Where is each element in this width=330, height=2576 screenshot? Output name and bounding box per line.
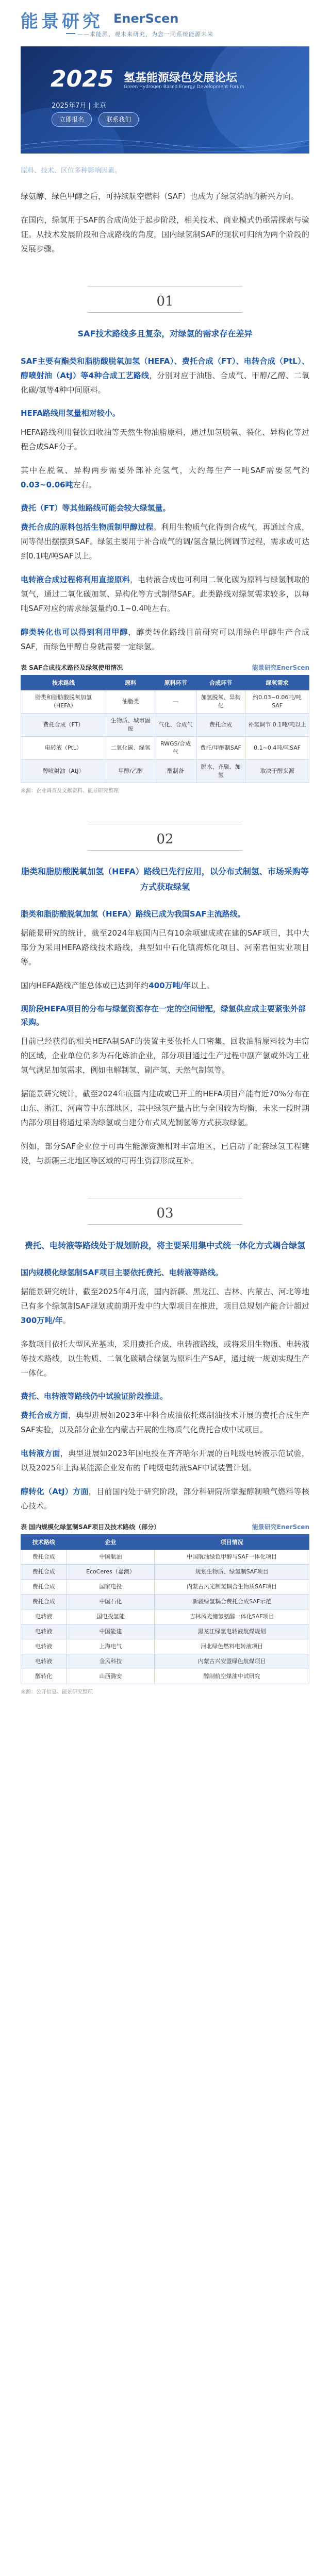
table-cell: 山西潞安 bbox=[67, 1669, 155, 1684]
logo-en: EnerScen bbox=[113, 11, 179, 26]
body-text: 。 bbox=[62, 1316, 71, 1325]
table-header bbox=[21, 1522, 309, 1531]
contact-button[interactable]: 联系我们 bbox=[98, 112, 139, 127]
table-cell: 生物质、城市固废 bbox=[106, 714, 155, 737]
table-cell: 电转液（PtL） bbox=[21, 737, 106, 760]
subheading: 费托、电转液等路线仍中试验证阶段推进。 bbox=[21, 1392, 168, 1401]
table-row bbox=[21, 1624, 309, 1639]
highlight-text: 费托合成方面 bbox=[21, 1411, 69, 1420]
intro-paragraph: 绿氨醇、绿色甲醇之后，可持续航空燃料（SAF）也成为了绿氢消纳的新兴方向。 bbox=[21, 192, 299, 201]
body-text: ，典型进展如2023年中科合成油依托煤制油技术开展的费托合成生产SAF实验，以及部分企业在内蒙古开展的生物质气化费托合成中试项目。 bbox=[21, 1411, 309, 1434]
section-number-text: 01 bbox=[156, 294, 174, 309]
table-cell: 中国航油绿色甲醇与SAF一体化项目 bbox=[155, 1550, 309, 1565]
table-row bbox=[21, 1609, 309, 1624]
table-header bbox=[21, 663, 309, 672]
table-cell: 内蒙古风光制氢耦合生物质SAF项目 bbox=[155, 1580, 309, 1595]
table-cell: 醇制航空煤油中试研究 bbox=[155, 1669, 309, 1684]
header-tagline: ——求能源，观未来研究，为您一同系统能源未来 bbox=[77, 31, 213, 38]
divider bbox=[88, 1224, 242, 1225]
paragraph bbox=[21, 1284, 309, 1328]
table-cell: 二氧化碳、绿氢 bbox=[106, 737, 155, 760]
table-cell: 醇制备 bbox=[155, 760, 196, 783]
table-cell: EcoCeres（嘉澳） bbox=[67, 1565, 155, 1580]
table-cell: 中国能建 bbox=[67, 1624, 155, 1639]
table-row bbox=[21, 1550, 309, 1565]
highlight-number: 400万吨/年 bbox=[148, 981, 191, 990]
table-cell: 吉林风光储氢氨醇一体化SAF项目 bbox=[155, 1609, 309, 1624]
banner-year: 2025 bbox=[51, 66, 114, 92]
table-cell: 电转液 bbox=[21, 1639, 67, 1654]
table-title: 表 国内规模化绿氢制SAF项目及技术路线（部分） bbox=[21, 1523, 160, 1531]
table-brand: 能景研究EnerScen bbox=[252, 664, 309, 671]
header bbox=[0, 0, 330, 36]
body-text: 据能景研究统计，截至2025年4月底，国内新疆、黑龙江、吉林、内蒙古、河北等地已有多个绿氢制SAF规划或前期开发中的大型项目在推进，项目总规划产能合计超过 bbox=[21, 1287, 309, 1311]
paragraph bbox=[21, 463, 309, 492]
logo-divider bbox=[66, 33, 75, 34]
register-button[interactable]: 立即报名 bbox=[52, 112, 92, 127]
subheading: 费托（FT）等其他路线可能会较大绿氢量。 bbox=[21, 503, 171, 513]
paragraph bbox=[21, 1446, 309, 1475]
body-text: ，分别对应于油脂、合成气、甲醇/乙醇、二氧化碳/氢等4种中间原料。 bbox=[21, 371, 309, 395]
paragraph bbox=[21, 520, 309, 563]
section-number bbox=[0, 824, 330, 851]
intro-paragraph: 在国内，绿氢用于SAF的合成尚处于起步阶段，相关技术、商业模式仍亟需探索与验证。从技术发展阶段和合成路线的角度，国内绿氢制SAF的现状可归纳为两个阶段的发展步骤。 bbox=[21, 215, 309, 253]
paragraph bbox=[21, 572, 309, 616]
column-header: 绿氢需求 bbox=[245, 675, 309, 690]
table-row bbox=[21, 737, 309, 760]
body-text: 国内HEFA路线产能总体或已达到年约 bbox=[21, 981, 149, 990]
section-number bbox=[0, 1198, 330, 1225]
table-row bbox=[21, 1580, 309, 1595]
forum-banner[interactable] bbox=[21, 46, 309, 154]
table-cell: 电转液 bbox=[21, 1609, 67, 1624]
body-text: 左右。 bbox=[73, 480, 96, 489]
table-cell: 脂类和脂肪酸脱氧加氢（HEFA） bbox=[21, 690, 106, 714]
table-brand: 能景研究EnerScen bbox=[252, 1523, 309, 1531]
table-cell: 费托合成（FT） bbox=[21, 714, 106, 737]
paragraph bbox=[21, 354, 309, 397]
table-row bbox=[21, 690, 309, 714]
section-number-text: 03 bbox=[156, 1206, 174, 1221]
table-cell: 内蒙古兴安盟绿色航煤项目 bbox=[155, 1654, 309, 1669]
highlight-text: 费托合成的原料包括生物质制甲醇过程 bbox=[21, 522, 154, 532]
banner-buttons bbox=[52, 112, 268, 128]
highlight-number: 300万吨/年 bbox=[21, 1316, 63, 1325]
section-number-text: 02 bbox=[156, 832, 174, 847]
table-cell: 费托合成 bbox=[21, 1550, 67, 1565]
data-table bbox=[21, 675, 309, 783]
table-cell: 约0.03~0.06吨/吨SAF bbox=[245, 690, 309, 714]
table-cell: 费托合成 bbox=[21, 1580, 67, 1595]
body-text: 。利用生物质气化得到合成气，再通过合成，同等得出摆摆到SAF。绿氢主要用于补合成气的调/氢含量比例调节过程，需求或可达到0.1吨/吨SAF以上。 bbox=[21, 522, 309, 561]
table-cell: 费托合成 bbox=[21, 1595, 67, 1609]
highlight-text: 电转液合成过程将利用直接原料 bbox=[21, 575, 130, 584]
section1-body bbox=[21, 354, 309, 654]
table-cell: 油脂类 bbox=[106, 690, 155, 714]
table-cell: 黑龙江绿氢电转液航煤规划 bbox=[155, 1624, 309, 1639]
table-cell: 取决于醇来源 bbox=[245, 760, 309, 783]
body-text: 其中在脱氧、异构两步需要外部补充氢气，大约每生产一吨SAF需要氢气约 bbox=[21, 466, 309, 475]
paragraph bbox=[21, 1408, 309, 1437]
body-text: ，目前国内处于研究阶段，部分科研院所掌握醇制喷气燃料等核心技术。 bbox=[21, 1487, 309, 1511]
paragraph bbox=[21, 625, 309, 654]
table-cell: 国家电投 bbox=[67, 1580, 155, 1595]
subheading: 国内规模化绿氢制SAF项目主要依托费托、电转液等路线。 bbox=[21, 1268, 223, 1277]
divider bbox=[88, 850, 242, 851]
paragraph: 据能景研究统计，截至2024年底国内建成或已开工的HEFA项目产能有近70%分布在山东、浙江、河南等中东部地区，其中绿氢产量占比与全国较为均衡，未来一段时期内部分项目将通过采购绿氢或自建分布式风光制氢等方式获取绿氢。 bbox=[21, 1089, 309, 1127]
table-cell: 河北绿色燃料电转液项目 bbox=[155, 1639, 309, 1654]
table-cell: 中国石化 bbox=[67, 1595, 155, 1609]
subheading: 脂类和脂肪酸脱氧加氢（HEFA）路线已成为我国SAF主流路线。 bbox=[21, 909, 245, 919]
subheading: 现阶段HEFA项目的分布与绿氢资源存在一定的空间错配，绿氢供应成主要紧张外部采购。 bbox=[21, 1004, 306, 1027]
table-title: 表 SAF合成技术路径及绿氢使用情况 bbox=[21, 664, 123, 671]
paragraph bbox=[21, 1484, 309, 1513]
paragraph: 例如，部分SAF企业位于可再生能源资源相对丰富地区，已启动了配套绿氢工程建设，与新疆三北地区等区域的可再生资源形成互补。 bbox=[21, 1142, 309, 1165]
paragraph: 多数项目依托大型风光基地，采用费托合成、电转液路线，或将采用生物质、电转液等技术路线，以生物质、二氧化碳耦合绿氢为原料生产SAF，通过统一规划实现生产一体化。 bbox=[21, 1340, 309, 1378]
table-cell: 上海电气 bbox=[67, 1639, 155, 1654]
table-cell: 国电投氢能 bbox=[67, 1609, 155, 1624]
table-cell: 电转液 bbox=[21, 1654, 67, 1669]
section-title: SAF技术路线多且复杂，对绿氢的需求存在差异 bbox=[77, 329, 253, 338]
body-text: ，典型进展如2023年国电投在齐齐哈尔开展的百吨级电转液示范试验，以及2025年上海某能源企业发布的千吨级电转液SAF中试装置计划。 bbox=[21, 1449, 309, 1472]
intro-tagline: 原料、技术、区位多种影响因素。 bbox=[21, 167, 122, 175]
table-row bbox=[21, 1595, 309, 1609]
table-cell: 甲醇/乙醇 bbox=[106, 760, 155, 783]
paragraph bbox=[21, 978, 309, 993]
table-row bbox=[21, 1669, 309, 1684]
table-cell: 规划生物质、绿氢制SAF项目 bbox=[155, 1565, 309, 1580]
table-cell: 电转液 bbox=[21, 1624, 67, 1639]
column-header: 企业 bbox=[67, 1535, 155, 1550]
section2-body bbox=[21, 907, 309, 1168]
table-cell: — bbox=[155, 690, 196, 714]
table-cell: 0.1~0.4吨/吨SAF bbox=[245, 737, 309, 760]
section-number bbox=[0, 286, 330, 313]
highlight-number: 0.03~0.06吨 bbox=[21, 480, 73, 489]
highlight-text: 醇类转化也可以得到利用甲醇 bbox=[21, 628, 128, 637]
section-title: 费托、电转液等路线处于规划阶段，将主要采用集中式统一体化方式耦合绿氢 bbox=[24, 1241, 305, 1250]
body-text: ，醇类转化路线目前研究可以用绿色甲醇生产合成SAF，而绿色甲醇自身就需要一定绿氢。 bbox=[21, 628, 309, 651]
banner-title: 氢基能源绿色发展论坛 bbox=[124, 72, 238, 84]
divider bbox=[88, 312, 242, 313]
table-row bbox=[21, 1565, 309, 1580]
table-cell: 补氢调节 0.1吨/吨以上 bbox=[245, 714, 309, 737]
column-header: 原料 bbox=[106, 675, 155, 690]
highlight-text: SAF主要有酯类和脂肪酸脱氧加氢（HEFA）、费托合成（FT）、电转合成（PtL）、醇喷射油（AtJ）等4种合成工艺路线 bbox=[21, 357, 309, 380]
table-row bbox=[21, 1654, 309, 1669]
paragraph: 目前已经获得的相关HEFA制SAF的装置主要依托人口密集、回收油脂原料较为丰富的区域，企业单位仍多为石化炼油企业，部分项目通过生产过程中副产氢或外购工业氢气满足加氢需求，例如电解制氢、副产氢、天然气制氢等。 bbox=[21, 1037, 309, 1075]
data-table bbox=[21, 1534, 309, 1684]
table-cell: 新疆绿氢耦合费托合成SAF示范 bbox=[155, 1595, 309, 1609]
section-title: 脂类和脂肪酸脱氧加氢（HEFA）路线已先行应用，以分布式制氢、市场采购等方式获取绿氢 bbox=[21, 867, 309, 892]
table-cell: 费托/甲醇制SAF bbox=[196, 737, 245, 760]
table-cell: 醇喷射油（AtJ） bbox=[21, 760, 106, 783]
table-cell: 金风科技 bbox=[67, 1654, 155, 1669]
column-header: 合成环节 bbox=[196, 675, 245, 690]
table-source: 来源：公开信息、能景研究整理 bbox=[21, 1689, 93, 1695]
table-cell: 中国航油 bbox=[67, 1550, 155, 1565]
banner-wave-decoration bbox=[21, 130, 309, 154]
projects-table bbox=[21, 1522, 309, 1695]
table-row bbox=[21, 1639, 309, 1654]
table-cell: 费托合成 bbox=[196, 714, 245, 737]
intro-block bbox=[21, 189, 309, 256]
highlight-text: 电转液方面 bbox=[21, 1449, 60, 1458]
body-text: 以上。 bbox=[191, 981, 214, 990]
paragraph: 据能景研究的统计，截至2024年底国内已有10余项建成或在建的SAF项目，其中大部分为采用HEFA路线技术路线，典型如中石化镇海炼化项目、河南君恒实业项目等。 bbox=[21, 928, 309, 967]
saf-routes-table bbox=[21, 663, 309, 794]
column-header: 技术路线 bbox=[21, 675, 106, 690]
banner-date: 2025年7月 | 北京 bbox=[52, 102, 106, 110]
banner-subtitle: Green Hydrogen Based Energy Development Forum bbox=[124, 84, 244, 90]
table-cell: 气化、合成气 bbox=[155, 714, 196, 737]
paragraph: HEFA路线利用餐饮回收油等天然生物油脂原料，通过加氢脱氧、裂化、异构化等过程合成SAF分子。 bbox=[21, 428, 309, 451]
column-header: 原料环节 bbox=[155, 675, 196, 690]
column-header: 项目情况 bbox=[155, 1535, 309, 1550]
table-cell: 费托合成 bbox=[21, 1565, 67, 1580]
highlight-text: 醇转化（AtJ）方面 bbox=[21, 1487, 89, 1496]
subheading: HEFA路线用氢量相对较小。 bbox=[21, 409, 120, 418]
table-cell: RWGS/合成气 bbox=[155, 737, 196, 760]
table-row bbox=[21, 760, 309, 783]
table-row bbox=[21, 714, 309, 737]
table-cell: 脱水、齐聚、加氢 bbox=[196, 760, 245, 783]
table-cell: 醇转化 bbox=[21, 1669, 67, 1684]
logo-cn: 能景研究 bbox=[21, 11, 103, 32]
body-text: ，电转液合成也可利用二氧化碳为原料与绿氢制取的氢气，通过二氧化碳加氢、异构化等方式制得SAF。此类路线对绿氢需求较多，以每吨SAF对应约需求绿氢量约0.1~0.4吨左右。 bbox=[21, 575, 309, 613]
section3-body bbox=[21, 1266, 309, 1513]
table-cell: 加氢脱氧、异构化 bbox=[196, 690, 245, 714]
column-header: 技术路线 bbox=[21, 1535, 67, 1550]
table-source: 来源：企业调查及文献资料、能景研究整理 bbox=[21, 788, 119, 794]
